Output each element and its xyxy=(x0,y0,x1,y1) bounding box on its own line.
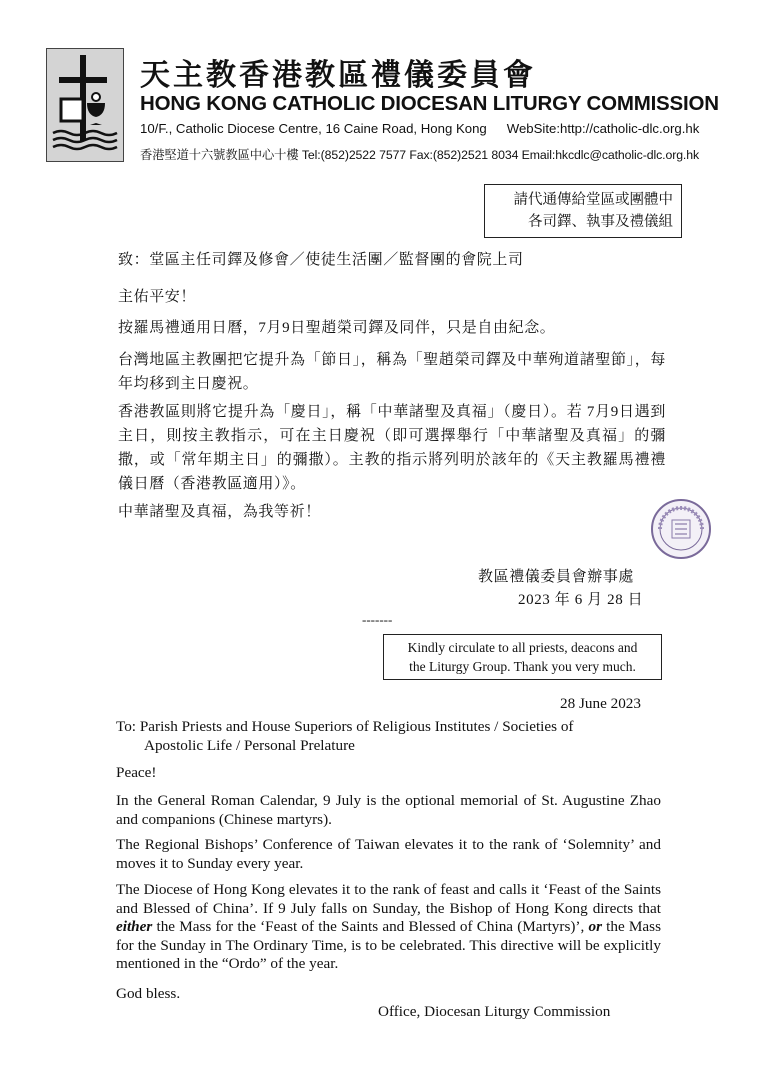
seal-stamp-icon xyxy=(650,498,712,560)
address-text: 10/F., Catholic Diocese Centre, 16 Caine Road, Hong Kong xyxy=(140,121,487,136)
notice-line: the Liturgy Group. Thank you very much. xyxy=(409,659,636,674)
p3-part-a: The Diocese of Hong Kong elevates it to the rank of feast and calls it ‘Feast of the Saints and Blessed of China’. If 9 July falls on Sunday, the Bishop of Hong Kong directs that xyxy=(116,881,661,917)
notice-line: Kindly circulate to all priests, deacons and xyxy=(407,640,638,655)
paragraph-english-2: The Regional Bishops’ Conference of Taiwan elevates it to the rank of ‘Solemnity’ and moves it to Sunday every year. xyxy=(116,836,661,872)
title-chinese: 天主教香港教區禮儀委員會 xyxy=(140,59,536,92)
title-english: HONG KONG CATHOLIC DIOCESAN LITURGY COMMISSION xyxy=(140,92,719,115)
commission-logo xyxy=(46,48,124,162)
office-chinese: 教區禮儀委員會辦事處 xyxy=(478,569,635,585)
notice-line: 請代通傳給堂區或團體中 xyxy=(513,192,673,208)
p3-or: or xyxy=(588,918,602,935)
paragraph-chinese-2: 台灣地區主教團把它提升為「節日」，稱為「聖趙榮司鐸及中華殉道諸聖節」，每年均移到主日慶祝。 xyxy=(118,352,666,392)
blessing-english: God bless. xyxy=(116,985,181,1002)
greeting-chinese: 主佑平安！ xyxy=(118,289,197,305)
addressee-line-1: To: Parish Priests and House Superiors of Religious Institutes / Societies of xyxy=(116,718,574,735)
greeting-english: Peace! xyxy=(116,764,157,781)
addressee-english xyxy=(116,718,661,755)
commission-seal xyxy=(650,498,712,560)
notice-line: 各司鐸、執事及禮儀組 xyxy=(528,214,673,230)
date-chinese: 2023 年 6 月 28 日 xyxy=(518,592,644,608)
paragraph-chinese-3: 香港教區則將它提升為「慶日」，稱「中華諸聖及真福」（慶日）。若 7月9日遇到主日，則按主教指示，可在主日慶祝（即可選擇舉行「中華諸聖及真福」的彌撒，或「常年期主日」的彌撒）。主教的指示將列明於該年的《天主教羅馬禮禮儀日曆（香港教區適用）》。 xyxy=(118,404,666,492)
addressee-chinese: 致：堂區主任司鐸及修會／使徒生活團／監督團的會院上司 xyxy=(118,252,524,268)
p3-either: either xyxy=(116,918,153,935)
address-chinese: 香港堅道十六號教區中心十樓 Tel:(852)2522 7577 Fax:(852)2521 8034 Email:hkcdlc@catholic-dlc.org.hk xyxy=(140,148,700,162)
paragraph-english-3 xyxy=(116,881,661,974)
address-english xyxy=(140,121,699,136)
circulate-notice-chinese xyxy=(484,184,682,238)
circulate-notice-english xyxy=(383,634,662,680)
date-english: 28 June 2023 xyxy=(560,695,641,712)
paragraph-english-1: In the General Roman Calendar, 9 July is the optional memorial of St. Augustine Zhao and companions (Chinese martyrs). xyxy=(116,792,661,828)
p3-part-c: the Mass for the Sunday in The Ordinary Time, is to be celebrated. This directive will be explicitly mentioned in the “Ordo” of the year. xyxy=(116,918,661,972)
office-english: Office, Diocesan Liturgy Commission xyxy=(378,1003,611,1020)
separator: ------- xyxy=(362,612,393,627)
prayer-chinese: 中華諸聖及真福，為我等祈！ xyxy=(118,504,321,520)
addressee-line-2: Apostolic Life / Personal Prelature xyxy=(144,736,355,754)
p3-part-b: the Mass for the ‘Feast of the Saints and Blessed of China (Martyrs)’, xyxy=(152,918,589,935)
cross-chalice-logo-icon xyxy=(47,49,123,161)
website-link[interactable]: WebSite:http://catholic-dlc.org.hk xyxy=(506,121,700,136)
paragraph-chinese-1: 按羅馬禮通用日曆，7月9日聖趙榮司鐸及同伴，只是自由紀念。 xyxy=(118,320,556,336)
